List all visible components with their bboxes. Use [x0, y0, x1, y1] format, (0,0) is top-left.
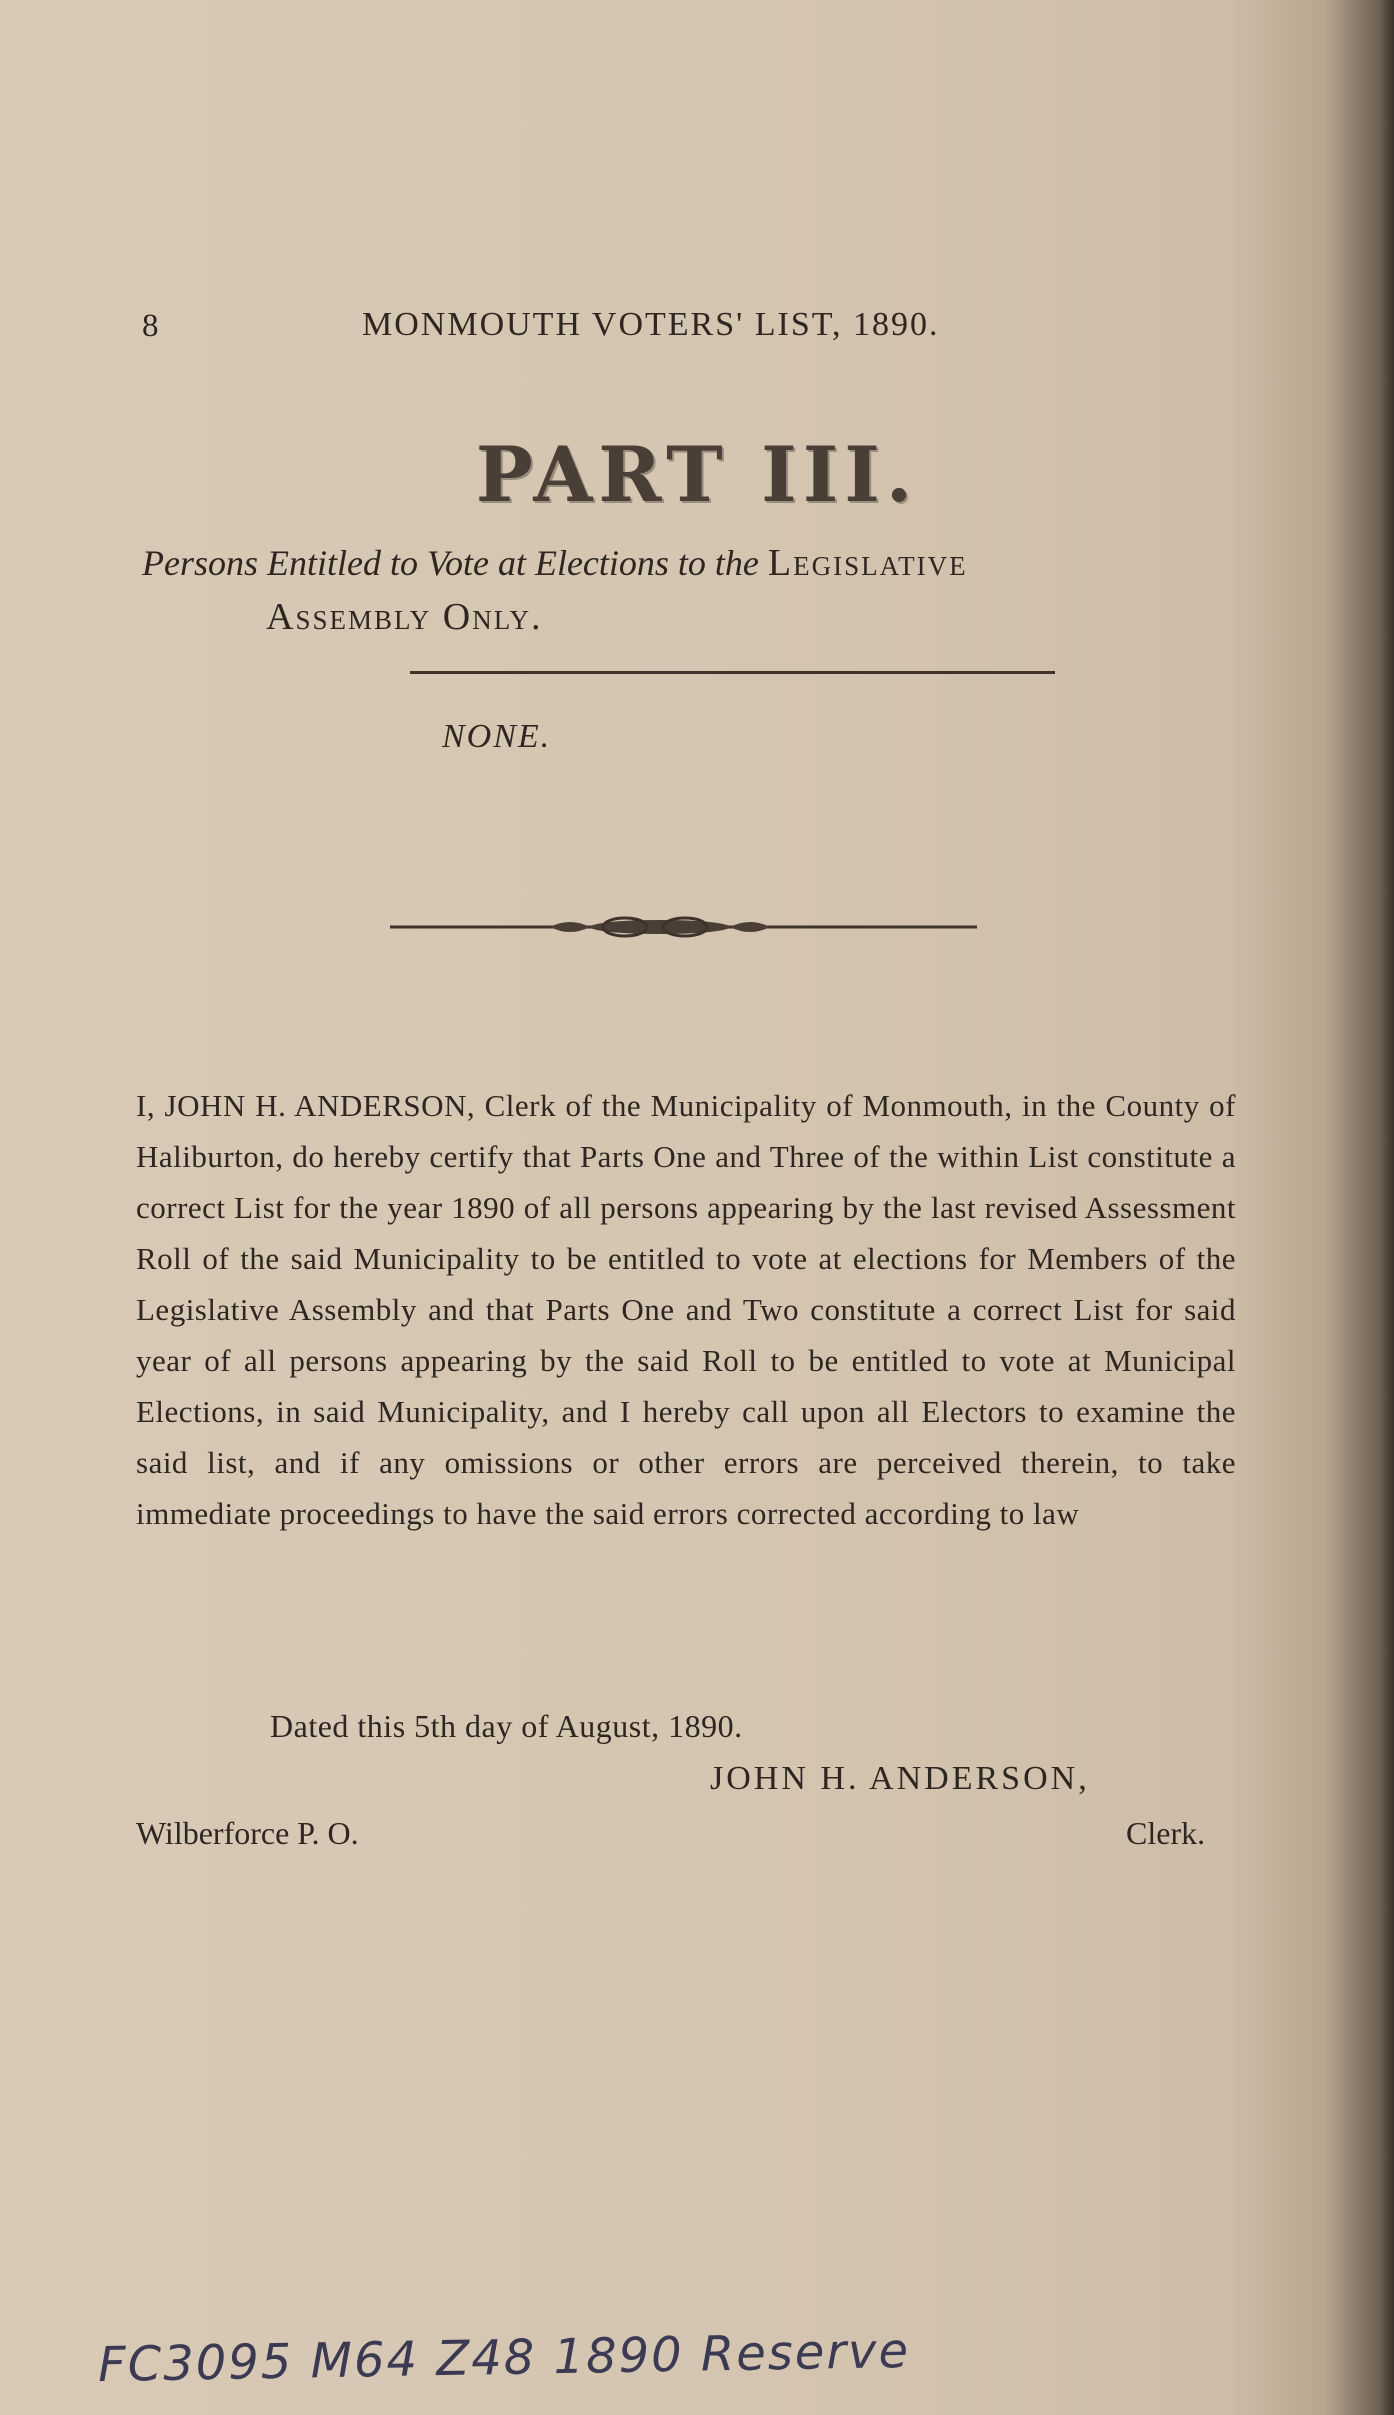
entries-none: NONE.: [442, 718, 552, 755]
subtitle-italic: Persons Entitled to Vote at Elections to the: [142, 543, 759, 583]
part-subtitle: [142, 536, 1262, 644]
certificate-paragraph: I, JOHN H. ANDERSON, Clerk of the Municipality of Monmouth, in the County of Haliburton, do hereby certify that Parts One and Three of the within List constitute a correct List for the year 1890 of all persons appearing by the last revised Assessment Roll of the said Municipality to be entitled to vote at elections for Members of the Legislative Assembly and that Parts One and Two constitute a correct List for said year of all persons appearing by the said Roll to be entitled to vote at Municipal Elections, in said Municipality, and I hereby call upon all Electors to examine the said list, and if any omissions or other errors are perceived therein, to take immediate proceedings to have the said errors corrected according to law: [136, 1088, 1236, 1531]
ornament-divider-icon: [390, 905, 977, 945]
signatory-name: JOHN H. ANDERSON,: [710, 1760, 1090, 1797]
subtitle-caps-2: Assembly Only.: [266, 596, 543, 638]
post-office-location: Wilberforce P. O.: [136, 1815, 359, 1851]
signatory-title: Clerk.: [1126, 1815, 1206, 1851]
handwritten-call-number: FC3095 M64 Z48 1890 Reserve: [97, 2322, 911, 2394]
section-divider: [410, 671, 1055, 674]
part-title: PART III.: [475, 430, 919, 519]
running-title: MONMOUTH VOTERS' LIST, 1890.: [362, 306, 940, 343]
date-line: Dated this 5th day of August, 1890.: [270, 1708, 743, 1744]
page-number: 8: [142, 308, 159, 344]
subtitle-caps-1: Legislative: [767, 542, 968, 584]
